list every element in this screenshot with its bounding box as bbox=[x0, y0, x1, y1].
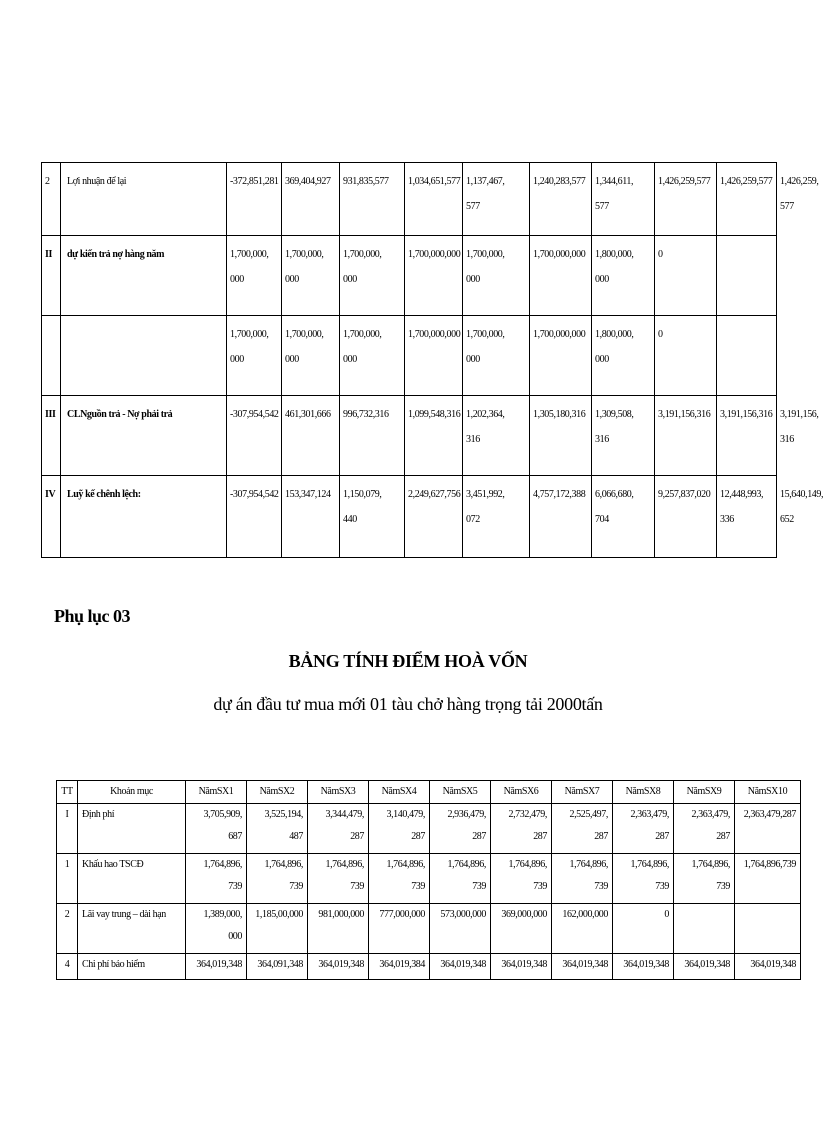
column-header: NămSX4 bbox=[369, 781, 430, 804]
profit-debt-table bbox=[41, 162, 823, 558]
table-cell: 4,757,172,388 bbox=[530, 476, 592, 558]
column-header: NămSX6 bbox=[491, 781, 552, 804]
table-cell: 2,525,497, 287 bbox=[552, 804, 613, 854]
page-subtitle: dự án đầu tư mua mới 01 tàu chở hàng trọng tải 2000tấn bbox=[213, 694, 603, 714]
table-cell: 1,305,180,316 bbox=[530, 396, 592, 476]
table-cell: 369,404,927 bbox=[282, 163, 340, 236]
table-cell: 1,034,651,577 bbox=[405, 163, 463, 236]
row-label bbox=[61, 316, 227, 396]
table-cell: 2,936,479, 287 bbox=[430, 804, 491, 854]
table-cell: 1,764,896, 739 bbox=[552, 854, 613, 904]
row-index: II bbox=[42, 236, 61, 316]
row-index: 4 bbox=[57, 954, 78, 980]
table-cell: 0 bbox=[655, 316, 717, 396]
table-cell: 1,700,000, 000 bbox=[227, 236, 282, 316]
row-index: 2 bbox=[42, 163, 61, 236]
table-cell: 1,700,000, 000 bbox=[282, 236, 340, 316]
row-label: dự kiến trả nợ hàng năm bbox=[61, 236, 227, 316]
table-cell: 1,764,896, 739 bbox=[430, 854, 491, 904]
table-cell: 1,150,079, 440 bbox=[340, 476, 405, 558]
appendix-label: Phụ lục 03 bbox=[54, 606, 131, 626]
table-cell: 1,426,259,577 bbox=[717, 163, 777, 236]
table-cell: 1,700,000,000 bbox=[530, 236, 592, 316]
table-cell bbox=[717, 236, 777, 316]
table-row: 2 Lợi nhuận để lại -372,851,281 369,404,927 931,835,577 1,034,651,577 1,137,467, 577 1,240,283,577 1,344,611, 577 1,426,259,577 1,426,259,577 1,426,259, 577 bbox=[42, 163, 777, 236]
table-cell: 573,000,000 bbox=[430, 904, 491, 954]
table-row bbox=[42, 316, 777, 396]
table-cell: 1,764,896, 739 bbox=[186, 854, 247, 904]
table-cell: 3,451,992, 072 bbox=[463, 476, 530, 558]
table-cell: 3,191,156,316 bbox=[655, 396, 717, 476]
table-cell: -372,851,281 bbox=[227, 163, 282, 236]
table-cell: 1,700,000, 000 bbox=[340, 316, 405, 396]
table-cell: 1,764,896, 739 bbox=[369, 854, 430, 904]
row-label: Định phí bbox=[78, 804, 186, 854]
table-cell: 3,705,909, 687 bbox=[186, 804, 247, 854]
table-cell: 3,191,156,316 bbox=[717, 396, 777, 476]
column-header: NămSX8 bbox=[613, 781, 674, 804]
table-cell: 1,764,896, 739 bbox=[247, 854, 308, 904]
table-cell: 3,525,194, 487 bbox=[247, 804, 308, 854]
row-label: Khấu hao TSCĐ bbox=[78, 854, 186, 904]
page-title: BẢNG TÍNH ĐIỂM HOÀ VỐN bbox=[288, 651, 528, 671]
table-cell: 2,363,479,287 bbox=[735, 804, 801, 854]
table-cell: 2,732,479, 287 bbox=[491, 804, 552, 854]
table-cell: 364,019,384 bbox=[369, 954, 430, 980]
row-label: Lợi nhuận để lại bbox=[61, 163, 227, 236]
row-index: I bbox=[57, 804, 78, 854]
table-cell: 1,185,00,000 bbox=[247, 904, 308, 954]
table-cell bbox=[735, 904, 801, 954]
table-cell: 1,764,896, 739 bbox=[613, 854, 674, 904]
table-cell: 1,764,896, 739 bbox=[674, 854, 735, 904]
table-cell: 364,019,348 bbox=[552, 954, 613, 980]
table-row: IV Luỹ kế chênh lệch: -307,954,542 153,347,124 1,150,079, 440 2,249,627,756 3,451,992, 072 4,757,172,388 6,066,680, 704 9,257,837,020 12,448,993, 336 15,640,149, 652 bbox=[42, 476, 777, 558]
row-index: 2 bbox=[57, 904, 78, 954]
table-cell: 461,301,666 bbox=[282, 396, 340, 476]
column-header: NămSX2 bbox=[247, 781, 308, 804]
column-header: Khoản mục bbox=[78, 781, 186, 804]
table-row bbox=[57, 804, 801, 854]
table-cell: 364,019,348 bbox=[186, 954, 247, 980]
table-cell: 6,066,680, 704 bbox=[592, 476, 655, 558]
table-cell: 1,099,548,316 bbox=[405, 396, 463, 476]
table-cell: 1,344,611, 577 bbox=[592, 163, 655, 236]
row-label: Chi phí bảo hiểm bbox=[78, 954, 186, 980]
table-cell: 1,389,000, 000 bbox=[186, 904, 247, 954]
table-cell: 364,091,348 bbox=[247, 954, 308, 980]
table-cell: 1,700,000, 000 bbox=[463, 316, 530, 396]
table-row bbox=[57, 904, 801, 954]
row-index: III bbox=[42, 396, 61, 476]
table-row: III CLNguồn trả - Nợ phải trả -307,954,542 461,301,666 996,732,316 1,099,548,316 1,202,364, 316 1,305,180,316 1,309,508, 316 3,191,156,316 3,191,156,316 3,191,156, 316 bbox=[42, 396, 777, 476]
table-cell: 1,202,364, 316 bbox=[463, 396, 530, 476]
table-cell: 1,700,000,000 bbox=[405, 236, 463, 316]
table-cell: 1,426,259,577 bbox=[655, 163, 717, 236]
table-cell: 2,249,627,756 bbox=[405, 476, 463, 558]
row-index: IV bbox=[42, 476, 61, 558]
table-cell: 1,800,000, 000 bbox=[592, 316, 655, 396]
row-index bbox=[42, 316, 61, 396]
table-cell bbox=[674, 904, 735, 954]
table-cell: 2,363,479, 287 bbox=[674, 804, 735, 854]
table-cell: 12,448,993, 336 bbox=[717, 476, 777, 558]
table-cell: 1,700,000, 000 bbox=[227, 316, 282, 396]
table-cell: 364,019,348 bbox=[735, 954, 801, 980]
column-header: NămSX1 bbox=[186, 781, 247, 804]
column-header: NămSX3 bbox=[308, 781, 369, 804]
table-cell: -307,954,542 bbox=[227, 396, 282, 476]
row-label: Luỹ kế chênh lệch: bbox=[61, 476, 227, 558]
table-cell: 1,309,508, 316 bbox=[592, 396, 655, 476]
table-cell: 3,344,479, 287 bbox=[308, 804, 369, 854]
breakeven-table bbox=[56, 780, 801, 980]
table-cell: 2,363,479, 287 bbox=[613, 804, 674, 854]
table-cell: 1,764,896,739 bbox=[735, 854, 801, 904]
table-cell: 153,347,124 bbox=[282, 476, 340, 558]
table-cell: 1,800,000, 000 bbox=[592, 236, 655, 316]
row-index: 1 bbox=[57, 854, 78, 904]
table-cell: 3,140,479, 287 bbox=[369, 804, 430, 854]
table-cell: 996,732,316 bbox=[340, 396, 405, 476]
table-cell: 1,700,000,000 bbox=[530, 316, 592, 396]
table-cell: 1,137,467, 577 bbox=[463, 163, 530, 236]
row-label: CLNguồn trả - Nợ phải trả bbox=[61, 396, 227, 476]
column-header: NămSX5 bbox=[430, 781, 491, 804]
table-cell: 1,764,896, 739 bbox=[491, 854, 552, 904]
table-cell: 1,764,896, 739 bbox=[308, 854, 369, 904]
table-cell: 364,019,348 bbox=[308, 954, 369, 980]
column-header: NămSX7 bbox=[552, 781, 613, 804]
table-cell bbox=[717, 316, 777, 396]
table-row bbox=[57, 954, 801, 980]
table-cell: 364,019,348 bbox=[430, 954, 491, 980]
table-cell: 9,257,837,020 bbox=[655, 476, 717, 558]
row-label: Lãi vay trung – dài hạn bbox=[78, 904, 186, 954]
table-cell: 777,000,000 bbox=[369, 904, 430, 954]
table-cell: 364,019,348 bbox=[613, 954, 674, 980]
table-cell: 1,700,000, 000 bbox=[282, 316, 340, 396]
table-cell: 162,000,000 bbox=[552, 904, 613, 954]
table-cell: 981,000,000 bbox=[308, 904, 369, 954]
table-cell: 364,019,348 bbox=[674, 954, 735, 980]
table-cell: 369,000,000 bbox=[491, 904, 552, 954]
table-header-row bbox=[57, 781, 801, 804]
table-cell: 1,700,000, 000 bbox=[463, 236, 530, 316]
column-header: TT bbox=[57, 781, 78, 804]
table-row bbox=[42, 236, 777, 316]
table-cell: 1,700,000, 000 bbox=[340, 236, 405, 316]
table-cell: 1,700,000,000 bbox=[405, 316, 463, 396]
table-cell: 0 bbox=[613, 904, 674, 954]
table-cell: -307,954,542 bbox=[227, 476, 282, 558]
table-cell: 0 bbox=[655, 236, 717, 316]
table-cell: 931,835,577 bbox=[340, 163, 405, 236]
column-header: NămSX9 bbox=[674, 781, 735, 804]
table-cell: 364,019,348 bbox=[491, 954, 552, 980]
table-row bbox=[57, 854, 801, 904]
column-header: NămSX10 bbox=[735, 781, 801, 804]
table-cell: 1,240,283,577 bbox=[530, 163, 592, 236]
